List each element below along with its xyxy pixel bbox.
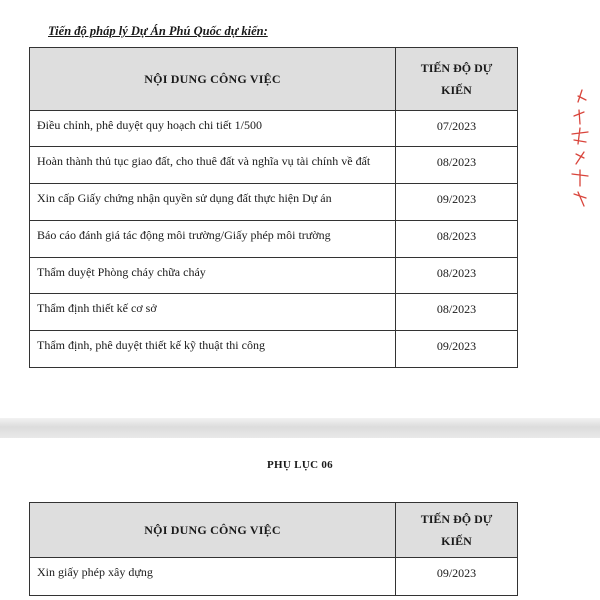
task-cell: Thẩm định thiết kế cơ sở (30, 294, 396, 331)
section-title: Tiến độ pháp lý Dự Án Phú Quốc dự kiến: (48, 24, 268, 38)
date-cell: 09/2023 (396, 558, 518, 596)
page-break (0, 418, 600, 438)
date-cell: 08/2023 (396, 294, 518, 331)
task-cell: Thẩm định, phê duyệt thiết kế kỹ thuật thi công (30, 331, 396, 368)
header-schedule-line-2: KIẾN (441, 83, 472, 97)
table-row (30, 258, 518, 294)
date-cell: 08/2023 (396, 147, 518, 184)
date-cell: 08/2023 (396, 258, 518, 294)
appendix-table (29, 502, 518, 596)
task-cell: Điều chỉnh, phê duyệt quy hoạch chi tiết 1/500 (30, 111, 396, 147)
table-row (30, 147, 518, 184)
red-stamp-mark (562, 82, 598, 222)
header-task: NỘI DUNG CÔNG VIỆC (30, 503, 396, 558)
legal-schedule-table (29, 47, 518, 368)
date-cell: 07/2023 (396, 111, 518, 147)
table-row (30, 331, 518, 368)
task-cell: Xin giấy phép xây dựng (30, 558, 396, 596)
task-cell: Báo cáo đánh giá tác động môi trường/Giấy phép môi trường (30, 221, 396, 258)
table-row (30, 221, 518, 258)
table-row (30, 184, 518, 221)
table-row (30, 294, 518, 331)
table-header-row (30, 503, 518, 558)
appendix-title: PHỤ LỤC 06 (267, 459, 333, 471)
header-schedule-line-1: TIẾN ĐỘ DỰ (420, 512, 493, 526)
date-cell: 09/2023 (396, 331, 518, 368)
task-cell: Hoàn thành thủ tục giao đất, cho thuê đất và nghĩa vụ tài chính về đất (30, 147, 396, 184)
header-schedule (396, 503, 518, 558)
header-schedule-line-2: KIẾN (441, 534, 472, 548)
table-header-row (30, 48, 518, 111)
header-task: NỘI DUNG CÔNG VIỆC (30, 48, 396, 111)
header-schedule-line-1: TIẾN ĐỘ DỰ (420, 61, 493, 75)
date-cell: 08/2023 (396, 221, 518, 258)
header-schedule (396, 48, 518, 111)
date-cell: 09/2023 (396, 184, 518, 221)
task-cell: Xin cấp Giấy chứng nhận quyền sử dụng đất thực hiện Dự án (30, 184, 396, 221)
table-row (30, 558, 518, 596)
table-row (30, 111, 518, 147)
task-cell: Thẩm duyệt Phòng cháy chữa cháy (30, 258, 396, 294)
